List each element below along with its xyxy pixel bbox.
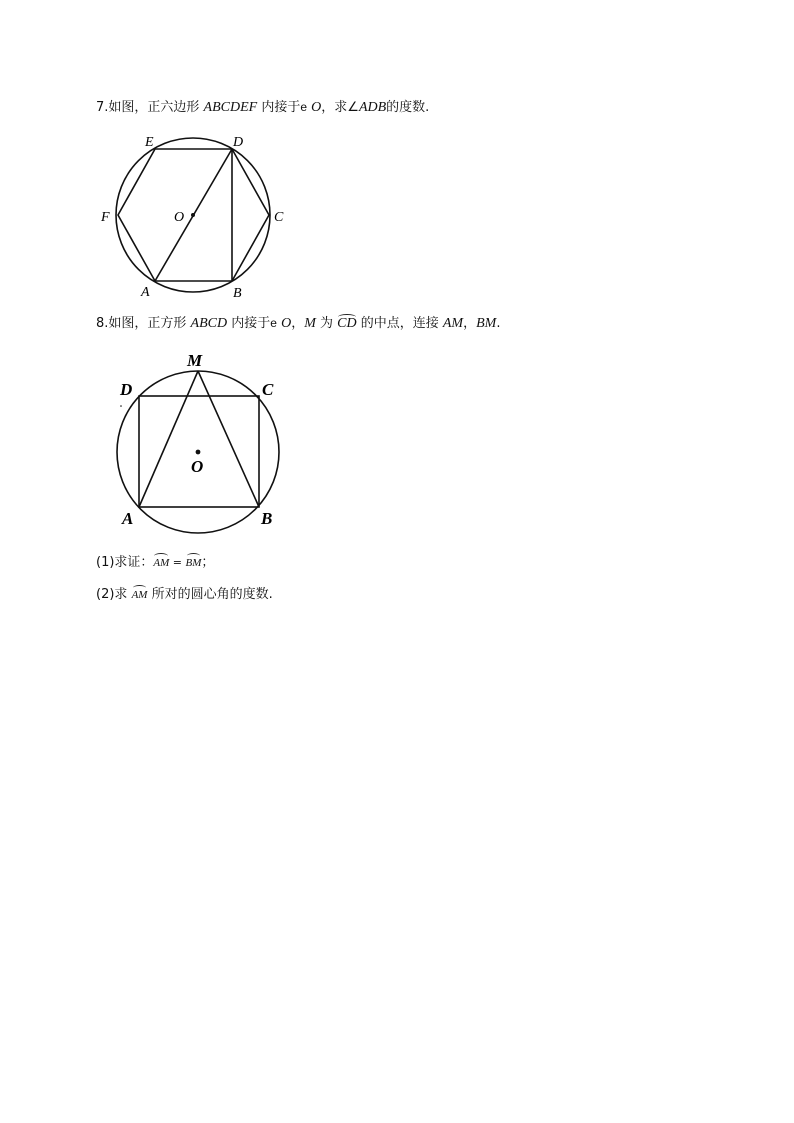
problem-8-arc-CD: CD	[337, 316, 357, 331]
problem-7-angle: ADB	[358, 100, 387, 115]
sub-question-2	[96, 586, 273, 604]
problem-8-text-a: 如图，正方形	[108, 316, 191, 331]
problem-8-center: O	[281, 316, 292, 331]
problem-8-segment-AM: AM	[442, 316, 464, 331]
figure-8-label-O: O	[191, 457, 204, 476]
figure-8-label-M: M	[187, 351, 203, 370]
figure-8-label-D: D	[120, 380, 133, 399]
problem-8-text-e: 的中点，连接	[356, 316, 443, 331]
problem-8-text-d: 为	[315, 316, 338, 331]
problem-7-center: O	[311, 100, 322, 115]
figure-7-label-C: C	[274, 210, 284, 225]
sub-1-arc-BM: BM	[186, 554, 202, 572]
figure-7-label-A: A	[141, 285, 150, 300]
figure-8-label-C: C	[262, 380, 274, 399]
problem-8-text-g: .	[496, 316, 501, 331]
sub-1-prefix: (1)求证：	[96, 555, 154, 570]
sub-2-arc-AM: AM	[132, 586, 148, 604]
figure-7-center-dot	[191, 213, 195, 217]
figure-7-label-F: F	[101, 210, 110, 225]
problem-8-point-M: M	[304, 316, 316, 331]
problem-8-statement	[96, 314, 500, 333]
circle-symbol: e	[270, 316, 277, 330]
figure-7-label-O: O	[174, 210, 185, 225]
figure-8-segment-AM	[139, 371, 198, 507]
problem-8-text-f: ，	[463, 316, 477, 331]
sub-1-equals: =	[169, 556, 186, 569]
problem-8-text-c: ，	[291, 316, 305, 331]
figure-8-segment-BM	[198, 371, 259, 507]
figure-8-center-dot	[196, 450, 201, 455]
sub-1-arc-AM: AM	[153, 554, 169, 572]
sub-1-suffix: ；	[201, 555, 215, 570]
problem-7-text-a: 如图，正六边形	[108, 100, 204, 115]
figure-8-label-B: B	[261, 509, 273, 528]
sub-2-prefix: (2)求	[96, 587, 132, 602]
problem-8-segment-BM: BM	[476, 316, 497, 331]
circle-symbol: e	[300, 100, 308, 114]
problem-8-square-name: ABCD	[190, 316, 228, 331]
figure-8-stray-dot	[120, 405, 122, 407]
figure-7-label-B: B	[233, 286, 242, 301]
figure-7-label-E: E	[145, 135, 154, 150]
sub-question-1	[96, 554, 214, 572]
problem-8-text-b: 内接于	[227, 316, 271, 331]
problem-7-text-d: 的度数.	[386, 100, 430, 115]
figure-7-label-D: D	[233, 135, 244, 150]
problem-7-hexagon-name: ABCDEF	[203, 100, 258, 115]
problem-7-text-c: ，求∠	[321, 100, 359, 115]
problem-8-number: 8.	[96, 316, 109, 331]
problem-7-text-b: 内接于	[257, 100, 301, 115]
problem-7-number: 7.	[96, 100, 109, 115]
sub-2-suffix: 所对的圆心角的度数.	[147, 587, 273, 602]
figure-8-label-A: A	[122, 509, 134, 528]
